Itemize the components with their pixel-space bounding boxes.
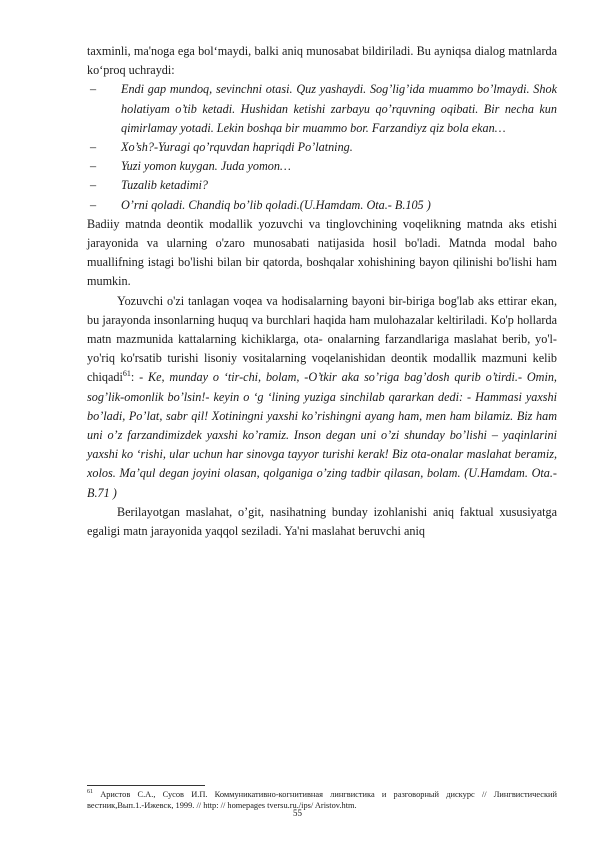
footnote-reference[interactable]: 61 (122, 369, 131, 379)
footnote-divider (87, 785, 205, 786)
footnote-number: 61 (87, 789, 93, 796)
dash-marker: – (90, 197, 97, 212)
document-body (87, 42, 557, 541)
paragraph-advice: Berilayotgan maslahat, o’git, nasihatning bunday izohlanishi aniq faktual xususiyatga egaligi matn jarayonida yaqqol seziladi. Ya'ni maslahat beruvchi aniq (87, 504, 557, 539)
dialog-list (87, 80, 557, 214)
dialog-line: – Xo’sh?-Yuragi qo’rquvdan hapriqdi Po’latning. (87, 138, 557, 157)
footnote-text: Аристов С.А., Сусов И.П. Коммуникативно-когнитивная лингвистика и разговорный дискурс // Лингвистический вестник,Вып.1.-Ижевск, 1999. // http: // homepages tversu.ru./ips/ Aristov.htm. (87, 790, 557, 810)
paragraph-deontic-modality: Badiiy matnda deontik modallik yozuvchi va tinglovchining voqelikning matnda aks etishi jarayonida va ularning o'zaro munosabati natijasida hosil bo'ladi. Matnda modal baho muallifning istagi bo'lishi bilan bir qatorda, boshqalar xohishining bayon qilinishi bo'lishi ham mumkin. (87, 216, 557, 289)
dialog-line: – Endi gap mundoq, sevinchni otasi. Quz yashaydi. Sog’lig’ida muammo bo’lmaydi. Shok holatiyam o’tib ketadi. Hushidan ketishi zarbayu qo’rquvning oqibati. Bir necha kun qimirlamay yotadi. Lekin boshqa bir muammo bor. Farzandiyz qiz bola ekan… (90, 82, 557, 135)
dash-marker: – (90, 159, 97, 174)
page-number: 55 (293, 808, 302, 818)
dash-marker: – (90, 178, 97, 193)
dash-marker: – (90, 140, 97, 155)
quote-text: Ke, munday o ‘tir-chi, bolam, -O’tkir aka so’riga bag’dosh qurib o’tirdi.- Omin, sog’lik-omonlik bo’lsin!- keyin o ‘g ‘lining yuziga sinchilab qararkan dedi: - Hammasi yaxshi bo’ladi, Po’lat, sabr qil! Xotiningni yaxshi ko’rishingni ayang ham, men ham bilamiz. Biz ham uni o’z farzandimizdek yaxshi ko’ramiz. Inson degan uni o’zi shunday bo’lishi – yaqinlarini yaxshi ko ‘rishi, ular uchun har sinovga tayyor turishi kerak! Biz ota-onalar maslahat beramiz, xolos. Ma’qul degan joyini olasan, qolganiga o’zing tadbir qilasan, bolam. (U.Hamdam. Ota.- B.71 ) (87, 370, 557, 500)
dash-marker: – (90, 82, 97, 97)
intro-paragraph: taxminli, ma'noga ega bol‘maydi, balki aniq munosabat bildiriladi. Bu ayniqsa dialog matnlarda ko‘proq uchraydi: (87, 44, 557, 78)
dialog-line: – Tuzalib ketadimi? (87, 176, 557, 195)
paragraph-author-narration: Yozuvchi o'zi tanlagan voqea va hodisalarning bayoni bir-biriga bog'lab aks ettirar ekan, bu jarayonda insonlarning huquq va burchlari haqida ham mulohazalar keltiriladi. Ko'p hollarda matn mazmunida kattalarning kichiklarga, ota- onalarning farzandlariga maslahat berib, yo'l-yo'riq ko'rsatib turishi lisoniy vositalarning voqelanishidan deontik modallik mazmuni kelib chiqadi$^{61}$: - Ke, munday o ‘tir-chi, bolam, -O’tkir aka so’riga bag’dosh qurib o’tirdi.- Omin, sog’lik-omonlik bo’lsin!- keyin o ‘g ‘lining yuziga sinchilab qararkan dedi: - Hammasi yaxshi bo’ladi, Po’lat, sabr qil! Xotiningni yaxshi ko’rishingni ayang ham, men ham bilamiz. Biz ham uni o’z farzandimizdek yaxshi ko’ramiz. Inson degan uni o’zi shunday bo’lishi – yaqinlarini yaxshi ko ‘rishi, ular uchun har sinovga tayyor turishi kerak! Biz ota-onalar maslahat beramiz, xolos. Ma’qul degan joyini olasan, qolganiga o’zing tadbir qilasan, bolam. (U.Hamdam. Ota.- B.71 ) (87, 293, 557, 500)
dialog-line: – O’rni qoladi. Chandiq bo’lib qoladi.(U.Hamdam. Ota.- B.105 ) (87, 196, 557, 215)
dialog-line: – Yuzi yomon kuygan. Juda yomon… (87, 157, 557, 176)
